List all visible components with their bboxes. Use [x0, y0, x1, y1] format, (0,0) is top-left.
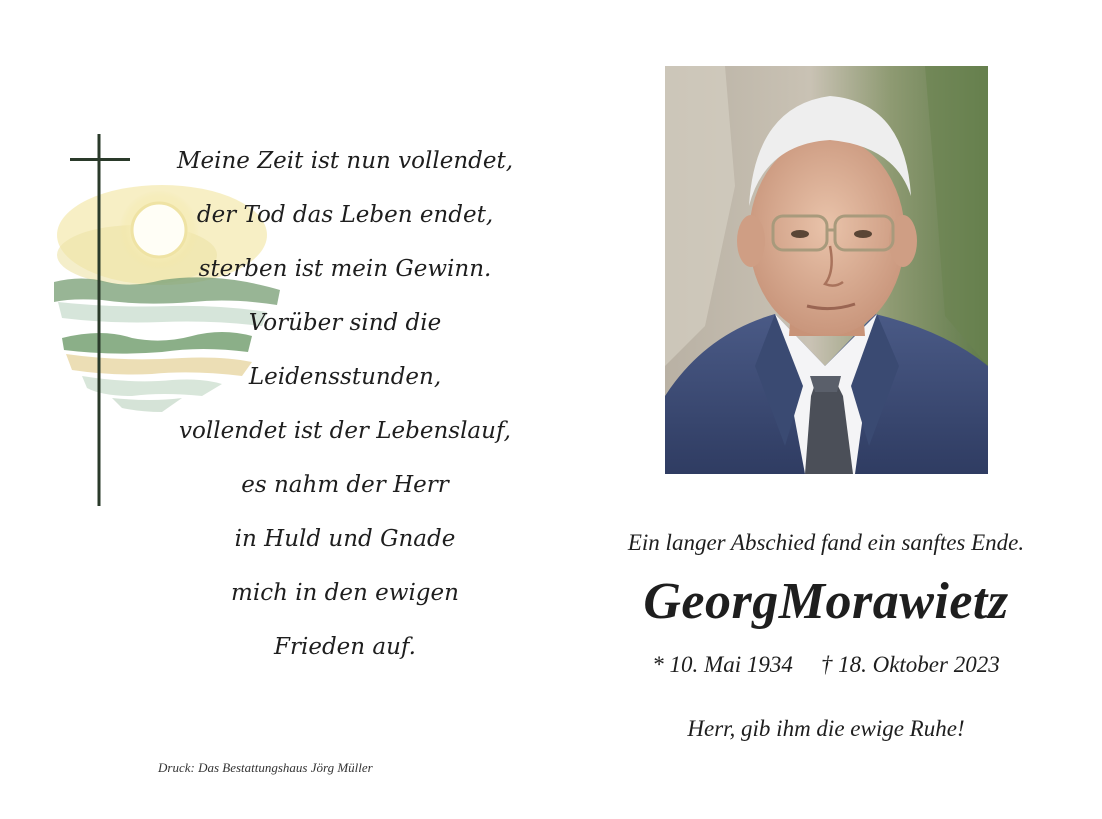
- poem-line: mich in den ewigen: [231, 580, 459, 606]
- poem-line: in Huld und Gnade: [234, 526, 456, 552]
- poem-line: es nahm der Herr: [241, 472, 449, 498]
- poem-line: der Tod das Leben endet,: [196, 202, 494, 228]
- printer-credit: Druck: Das Bestattungshaus Jörg Müller: [158, 760, 373, 775]
- prayer: Herr, gib ihm die ewige Ruhe!: [687, 716, 965, 741]
- poem: [150, 134, 540, 674]
- poem-line: vollendet ist der Lebenslauf,: [179, 418, 511, 444]
- birth-date: * 10. Mai 1934: [652, 652, 793, 677]
- poem-line: Frieden auf.: [274, 634, 416, 660]
- poem-line: sterben ist mein Gewinn.: [198, 256, 492, 282]
- death-date: † 18. Oktober 2023: [820, 652, 1000, 677]
- poem-line: Leidensstunden,: [248, 364, 442, 390]
- poem-line: Vorüber sind die: [248, 310, 442, 336]
- portrait-photo: [665, 66, 988, 474]
- deceased-name: GeorgMorawietz: [643, 573, 1009, 630]
- life-dates: [560, 652, 1092, 678]
- poem-line: Meine Zeit ist nun vollendet,: [176, 148, 514, 174]
- saying: Ein langer Abschied fand ein sanftes Ende.: [627, 530, 1025, 555]
